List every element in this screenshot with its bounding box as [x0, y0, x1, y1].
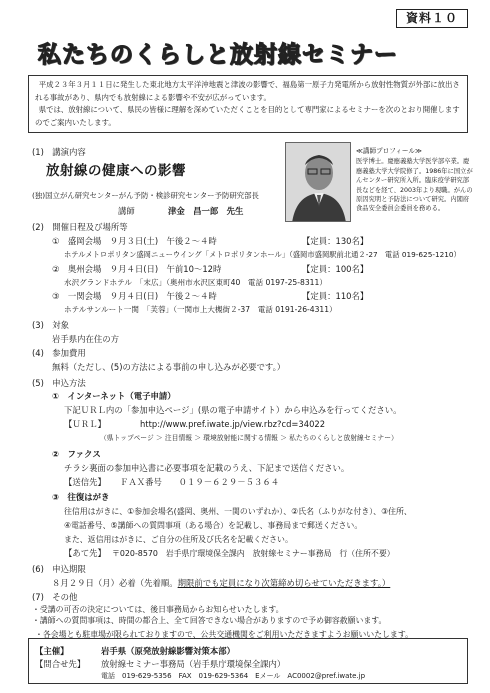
postcard-destination-label: 【あて先】: [64, 548, 106, 558]
note-item: ・受講の可否の決定については、後日事務局からお知らせいたします。: [32, 605, 284, 614]
speaker-role: 講師: [118, 206, 135, 216]
application-url-link[interactable]: http://www.pref.iwate.jp/view.rbz?cd=34022: [140, 419, 326, 429]
venue-2-details: 水沢グランドホテル 「末広」（奥州市水沢区東町40 電話 0197-25-8311）: [64, 278, 327, 287]
venue-2-capacity: 【定員：100名】: [302, 264, 369, 274]
venue-1-details: ホテルメトロポリタン盛岡ニューウイング「メトロポリタンホール」（盛岡市盛岡駅前北通２-27 電話 019-625-1210）: [64, 250, 461, 259]
section-1-heading: (1) 講演内容: [32, 147, 86, 157]
section-4-heading: (4) 参加費用: [32, 348, 86, 358]
speaker-organization: (独)国立がん研究センターがん予防・検診研究センター予防研究部長: [32, 191, 259, 200]
note-item: ・各会場とも駐車場が限られておりますので、公共交通機関をご利用いただきますようお願いいたします。: [35, 630, 413, 639]
section-3-heading: (3) 対象: [32, 320, 69, 330]
venue-1-capacity: 【定員：130名】: [302, 236, 369, 246]
venue-3-details: ホテルサンルート一関 「芙蓉」（一関市上大槻街２-37 電話 0191-26-4311）: [64, 305, 337, 314]
fax-destination-label: 【送信先】: [64, 477, 106, 487]
host-label: 【主催】: [35, 646, 69, 656]
page-title: 私たちのくらしと放射線セミナー: [38, 42, 398, 68]
postcard-instructions-1: 往信用はがきに、①参加会場名(盛岡、奥州、一関のいずれか）、②氏名（ふりがな付き）、③住所、: [64, 507, 412, 516]
participation-fee: 無料（ただし、(5)の方法による事前の申し込みが必要です。）: [52, 362, 286, 372]
postcard-instructions-2: ④電話番号、⑤講師への質問事項（ある場合）を記載し、事務局まで郵送ください。: [64, 521, 363, 530]
section-6-heading: (6) 申込期限: [32, 564, 86, 574]
contact-box: [28, 630, 468, 684]
host-organization: 岩手県（原発放射線影響対策本部）: [101, 646, 235, 656]
postcard-destination: 〒020-8570 岩手県庁環境保全課内 放射線セミナー事務局 行（住所不要）: [112, 549, 395, 558]
deadline-note: 期限前でも定員になり次第締め切らせていただきます。）: [177, 578, 391, 588]
speaker-name: 津金 昌一郎 先生: [168, 206, 244, 216]
internet-instructions: 下記ＵＲＬ内の「参加申込ページ」(県の電子申請サイト）から申込みを行ってください。: [64, 405, 402, 415]
application-deadline: [52, 578, 390, 589]
document-reference-label: 資料１０: [396, 9, 468, 28]
url-label: 【ＵＲＬ】: [64, 419, 106, 429]
postcard-instructions-3: また、返信用はがきに、ご自分の住所及び氏名を記載ください。: [64, 535, 293, 544]
section-7-heading: (7) その他: [32, 592, 78, 602]
intro-paragraph-2: 県では、放射線について、県民の皆様に理解を深めていただくことを目的として専門家によるセミナーを次のとおり開催しますのでご案内いたします。: [35, 105, 460, 127]
venue-2-schedule: ② 奥州会場 ９月４日(日) 午前10～12時: [52, 264, 222, 274]
intro-box: [28, 75, 468, 133]
venue-3-capacity: 【定員：110名】: [302, 291, 369, 301]
fax-number: ＦＡＸ番号 ０１９－６２９－５３６４: [120, 477, 280, 487]
profile-heading: ≪講師プロフィール≫: [356, 147, 422, 155]
venue-3-schedule: ③ 一関会場 ９月４日(日) 午後２～４時: [52, 291, 217, 301]
inquiry-label: 【問合せ先】: [35, 659, 86, 669]
lecture-title: 放射線の健康への影響: [46, 163, 186, 179]
venue-1-schedule: ① 盛岡会場 ９月３日(土) 午後２～４時: [52, 236, 217, 246]
deadline-date: ８月２９日（月）必着（先着順。: [52, 578, 178, 588]
fax-instructions: チラシ裏面の参加申込書に必要事項を記載のうえ、下記まで送信ください。: [64, 463, 350, 473]
internet-heading: ① インターネット（電子申請）: [52, 391, 176, 401]
postcard-heading: ③ 往復はがき: [52, 492, 110, 502]
speaker-profile: [356, 147, 474, 214]
speaker-photo: [285, 142, 351, 222]
profile-text: 医学博士。慶應義塾大学医学部卒業。慶應義塾大学大学院修了。1986年に国立がんセンター研究所入所。臨床疫学研究部長などを経て、2003年より現職。がんの原因究明と予防法について研究。内閣府食品安全委員会委員を務める。: [356, 158, 473, 213]
speaker-portrait-icon: [286, 143, 351, 222]
target-audience: 岩手県内在住の方: [52, 334, 119, 344]
url-navigation-path: （県トップページ ＞ 注目情報 ＞ 環境放射能に関する情報 ＞ 私たちのくらしと放射線セミナー）: [100, 434, 398, 442]
section-5-heading: (5) 申込方法: [32, 378, 86, 388]
intro-paragraph-1: 平成２３年３月１１日に発生した東北地方太平洋沖地震と津波の影響で、福島第一原子力発電所から放射性物質が外部に放出される事故があり、県内でも放射線による影響や不安が広がっています。: [35, 80, 460, 102]
contact-phone-fax-email: 電話 019-629-5356 FAX 019-629-5364 Eメール AC0002@pref.iwate.jp: [101, 672, 366, 680]
note-item: ・講師への質問事項は、時間の都合上、全て回答できない場合がありますので予め御容赦願います。: [32, 616, 387, 625]
section-2-heading: (2) 開催日程及び場所等: [32, 222, 128, 232]
inquiry-office: 放射線セミナー事務局（岩手県庁環境保全課内）: [101, 659, 286, 669]
fax-heading: ② ファクス: [52, 449, 101, 459]
